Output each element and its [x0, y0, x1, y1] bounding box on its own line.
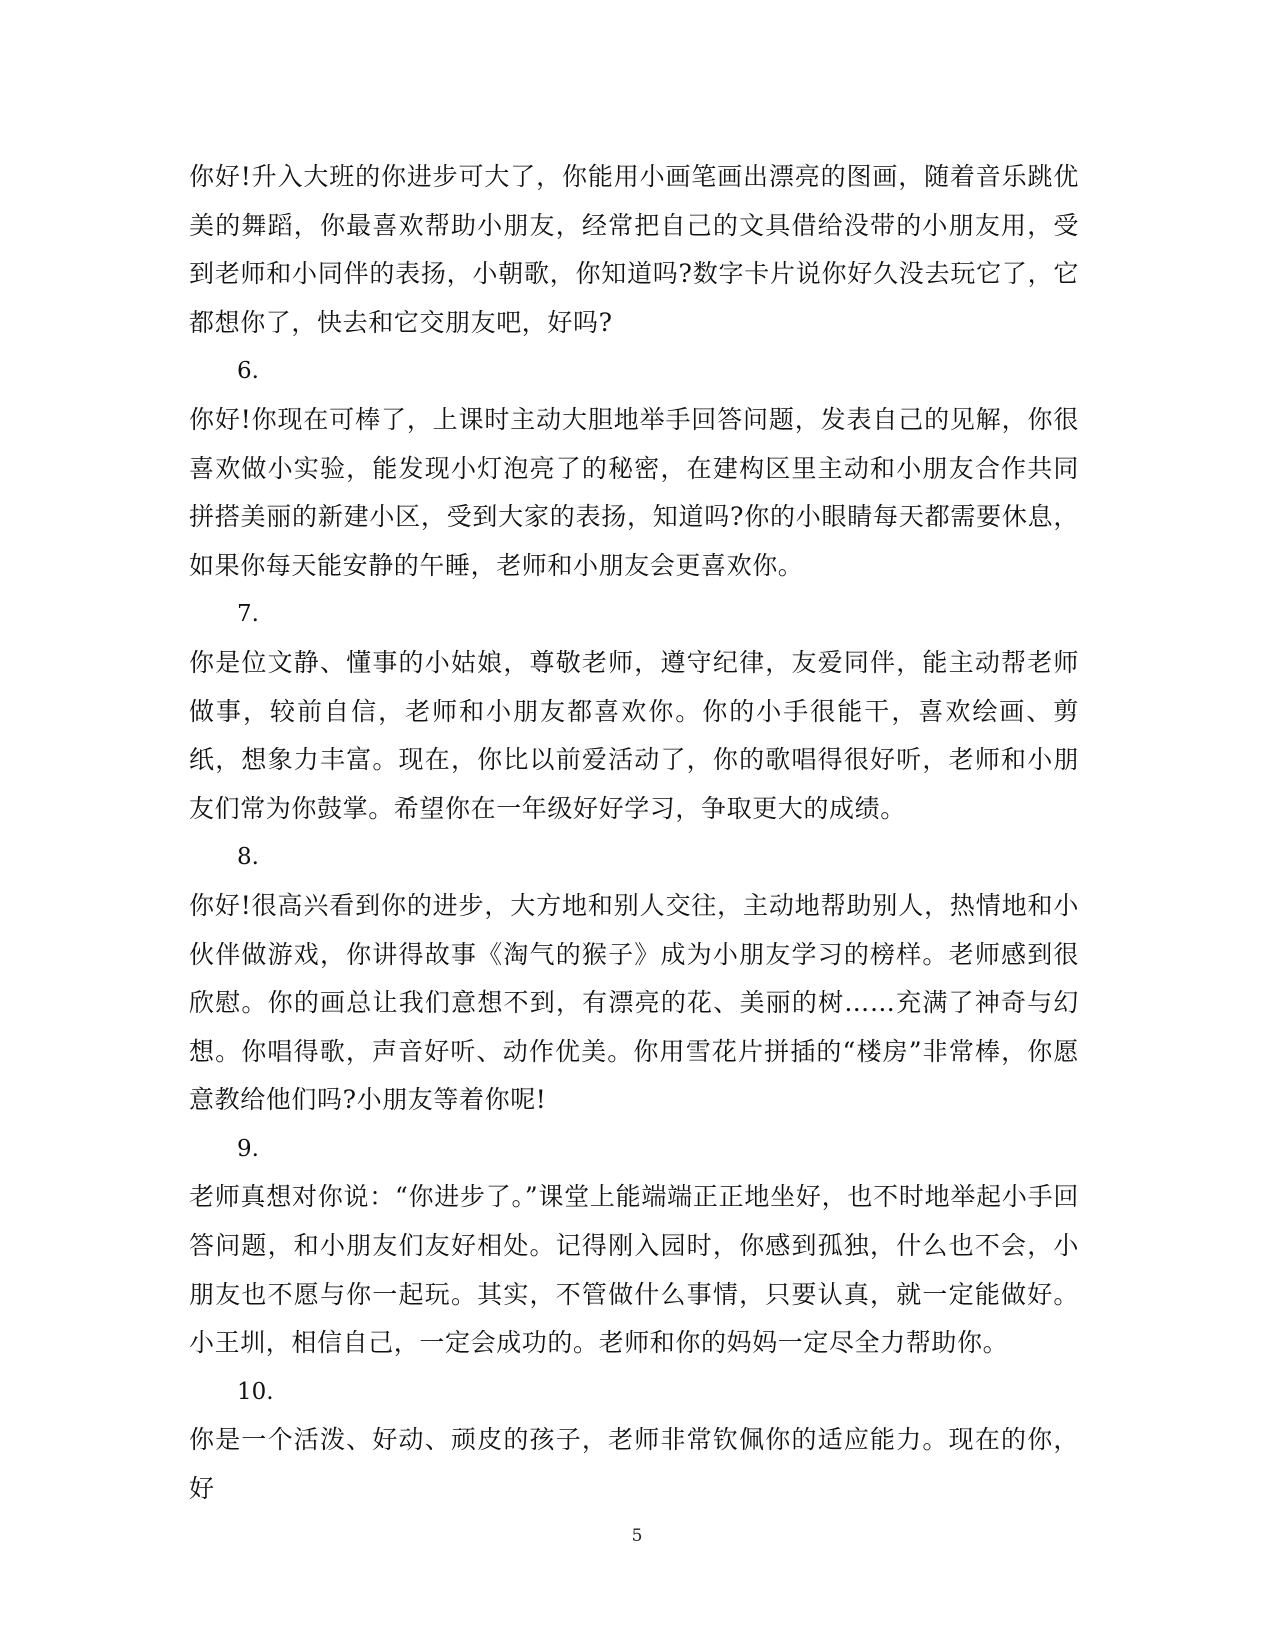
item-number-8: 8. — [237, 844, 259, 871]
paragraph-8: 你好!很高兴看到你的进步，大方地和别人交往，主动地帮助别人，热情地和小伙伴做游戏，你讲得故事《淘气的猴子》成为小朋友学习的榜样。老师感到很欣慰。你的画总让我们意想不到，有漂亮的花、美丽的树……充满了神奇与幻想。你唱得歌，声音好听、动作优美。你用雪花片拼插的“楼房”非常棒，你愿意教给他们吗?小朋友等着你呢! — [189, 890, 1079, 1115]
item-number-6: 6. — [237, 358, 259, 385]
item-number-7: 7. — [237, 601, 259, 628]
body-text — [189, 153, 1079, 1514]
paragraph-10: 你是一个活泼、好动、顽皮的孩子，老师非常钦佩你的适应能力。现在的你，好 — [189, 1425, 1079, 1504]
paragraph-1: 你好!升入大班的你进步可大了，你能用小画笔画出漂亮的图画，随着音乐跳优美的舞蹈，你最喜欢帮助小朋友，经常把自己的文具借给没带的小朋友用，受到老师和小同伴的表扬，小朝歌，你知道吗?数字卡片说你好久没去玩它了，它都想你了，快去和它交朋友吧，好吗? — [189, 162, 1079, 337]
paragraph-6: 你好!你现在可棒了，上课时主动大胆地举手回答问题，发表自己的见解，你很喜欢做小实验，能发现小灯泡亮了的秘密，在建构区里主动和小朋友合作共同拼搭美丽的新建小区，受到大家的表扬，知道吗?你的小眼睛每天都需要休息，如果你每天能安静的午睡，老师和小朋友会更喜欢你。 — [189, 404, 1079, 580]
page-number: 5 — [631, 1526, 643, 1546]
item-number-9: 9. — [237, 1135, 259, 1162]
paragraph-9: 老师真想对你说：“你进步了。”课堂上能端端正正地坐好，也不时地举起小手回答问题，和小朋友们友好相处。记得刚入园时，你感到孤独，什么也不会，小朋友也不愿与你一起玩。其实，不管做什么事情，只要认真，就一定能做好。小王圳，相信自己，一定会成功的。老师和你的妈妈一定尽全力帮助你。 — [189, 1182, 1079, 1358]
paragraph-7: 你是位文静、懂事的小姑娘，尊敬老师，遵守纪律，友爱同伴，能主动帮老师做事，较前自信，老师和小朋友都喜欢你。你的小手很能干，喜欢绘画、剪纸，想象力丰富。现在，你比以前爱活动了，你的歌唱得很好听，老师和小朋友们常为你鼓掌。希望你在一年级好好学习，争取更大的成绩。 — [189, 647, 1079, 823]
item-number-10: 10. — [237, 1378, 274, 1405]
